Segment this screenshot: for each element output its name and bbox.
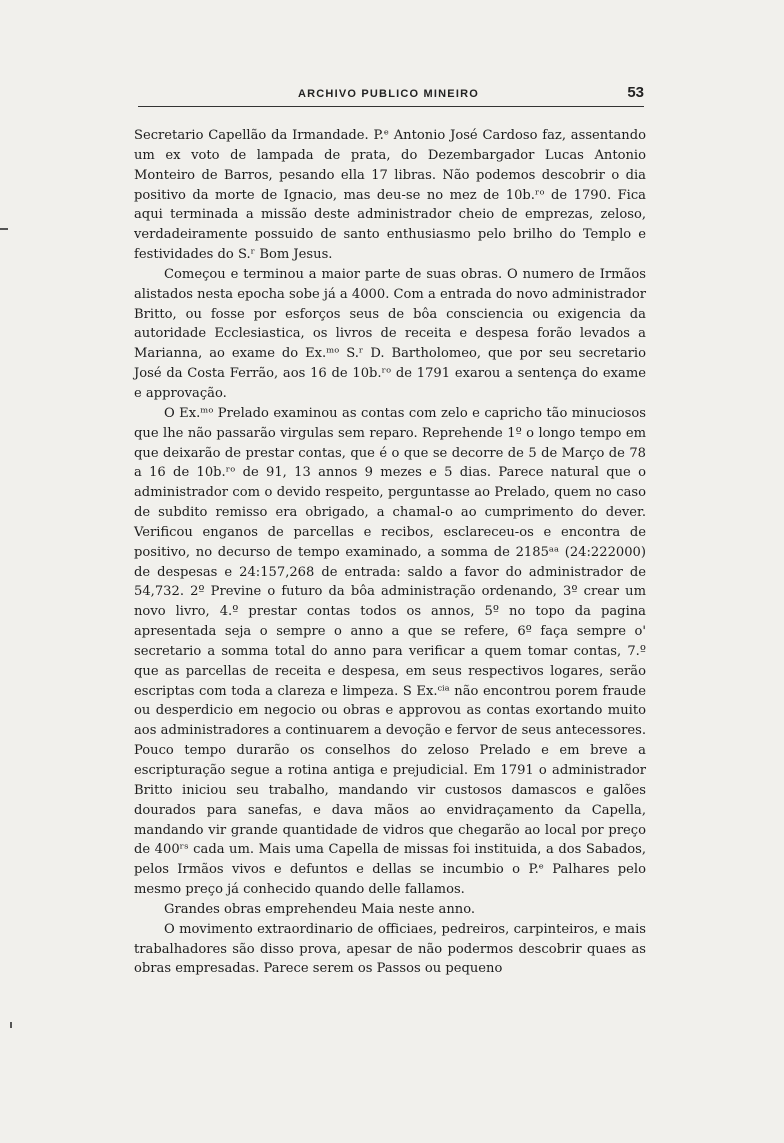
running-head: ARCHIVO PUBLICO MINEIRO (298, 88, 479, 100)
page-header (138, 84, 644, 106)
scan-mark (10, 1022, 12, 1028)
scan-mark (0, 228, 8, 230)
paragraph-1: Secretario Capellão da Irmandade. P.ᵉ Antonio José Cardoso faz, assentando um ex voto de lampada de prata, do Dezembargador Lucas Antonio Monteiro de Barros, pesando ella 17 libras. Não podemos descobrir o dia positivo da morte de Ignacio, mas deu-se no mez de 10b.ʳᵒ de 1790. Fica aqui terminada a missão deste administrador cheio de emprezas, zeloso, verdadeiramente possuido de santo enthusiasmo pelo brilho do Templo e festividades do S.ʳ Bom Jesus. (134, 128, 646, 263)
page-number: 53 (627, 84, 644, 101)
header-rule (138, 106, 644, 107)
body-text (134, 126, 646, 979)
paragraph-4: Grandes obras emprehendeu Maia neste anno. (164, 901, 476, 917)
paragraph-2: Começou e terminou a maior parte de suas obras. O numero de Irmãos alistados nesta epocha sobe já a 4000. Com a entrada do novo administrador Britto, ou fosse por esforços seus de bôa consciencia ou exigencia da autoridade Ecclesiastica, os livros de receita e despesa forão levados a Marianna, ao exame do Ex.ᵐᵒ S.ʳ D. Bartholomeo, que por seu secretario José da Costa Ferrão, aos 16 de 10b.ʳᵒ de 1791 exarou a sentença do exame e approvação. (134, 266, 647, 401)
paragraph-5: O movimento extraordinario de officiaes, pedreiros, carpinteiros, e mais trabalhadores são disso prova, apesar de não podermos descobrir quaes as obras empresadas. Parece serem os Passos ou pequeno (134, 921, 646, 977)
paragraph-3: O Ex.ᵐᵒ Prelado examinou as contas com zelo e capricho tão minuciosos que lhe não passarão virgulas sem reparo. Reprehende 1º o longo tempo em que deixarão de prestar contas, que é o que se decorre de 5 de Março de 78 a 16 de 10b.ʳᵒ de 91, 13 annos 9 mezes e 5 dias. Parece natural que o administrador com o devido respeito, perguntasse ao Prelado, quem no caso de subdito remisso era obrigado, a chamal-o ao cumprimento do dever. Verificou enganos de parcellas e recibos, esclareceu-os e encontra de positivo, no decurso de tempo examinado, a somma de 2185ᵃᵃ (24:222000) de despesas e 24:157,268 de entrada: saldo a favor do administrador de 54,732. 2º Previne o futuro da bôa administração ordenando, 3º crear um novo livro, 4.º prestar contas todos os annos, 5º no topo da pagina apresentada seja o sempre o anno a que se refere, 6º faça sempre o' secretario a somma total do anno para verificar a quem tomar contas, 7.º que as parcellas de receita e despesa, em seus respectivos logares, serão escriptas com toda a clareza e limpeza. S Ex.ᶜⁱᵃ não encontrou porem fraude ou desperdicio em negocio ou obras e approvou as contas exortando muito aos administradores a continuarem a devoção e fervor de seus antecessores. Pouco tempo durarão os conselhos do zeloso Prelado e em breve a escripturação segue a rotina antiga e prejudicial. Em 1791 o administrador Britto iniciou seu trabalho, mandando vir custosos damascos e galões dourados para sanefas, e dava mãos ao envidraçamento da Capella, mandando vir grande quantidade de vidros que chegarão ao local por preço de 400ʳˢ cada um. Mais uma Capella de missas foi instituida, a dos Sabados, pelos Irmãos vivos e defuntos e dellas se incumbio o P.ᵉ Palhares pelo mesmo preço já conhecido quando delle fallamos. (134, 405, 646, 898)
